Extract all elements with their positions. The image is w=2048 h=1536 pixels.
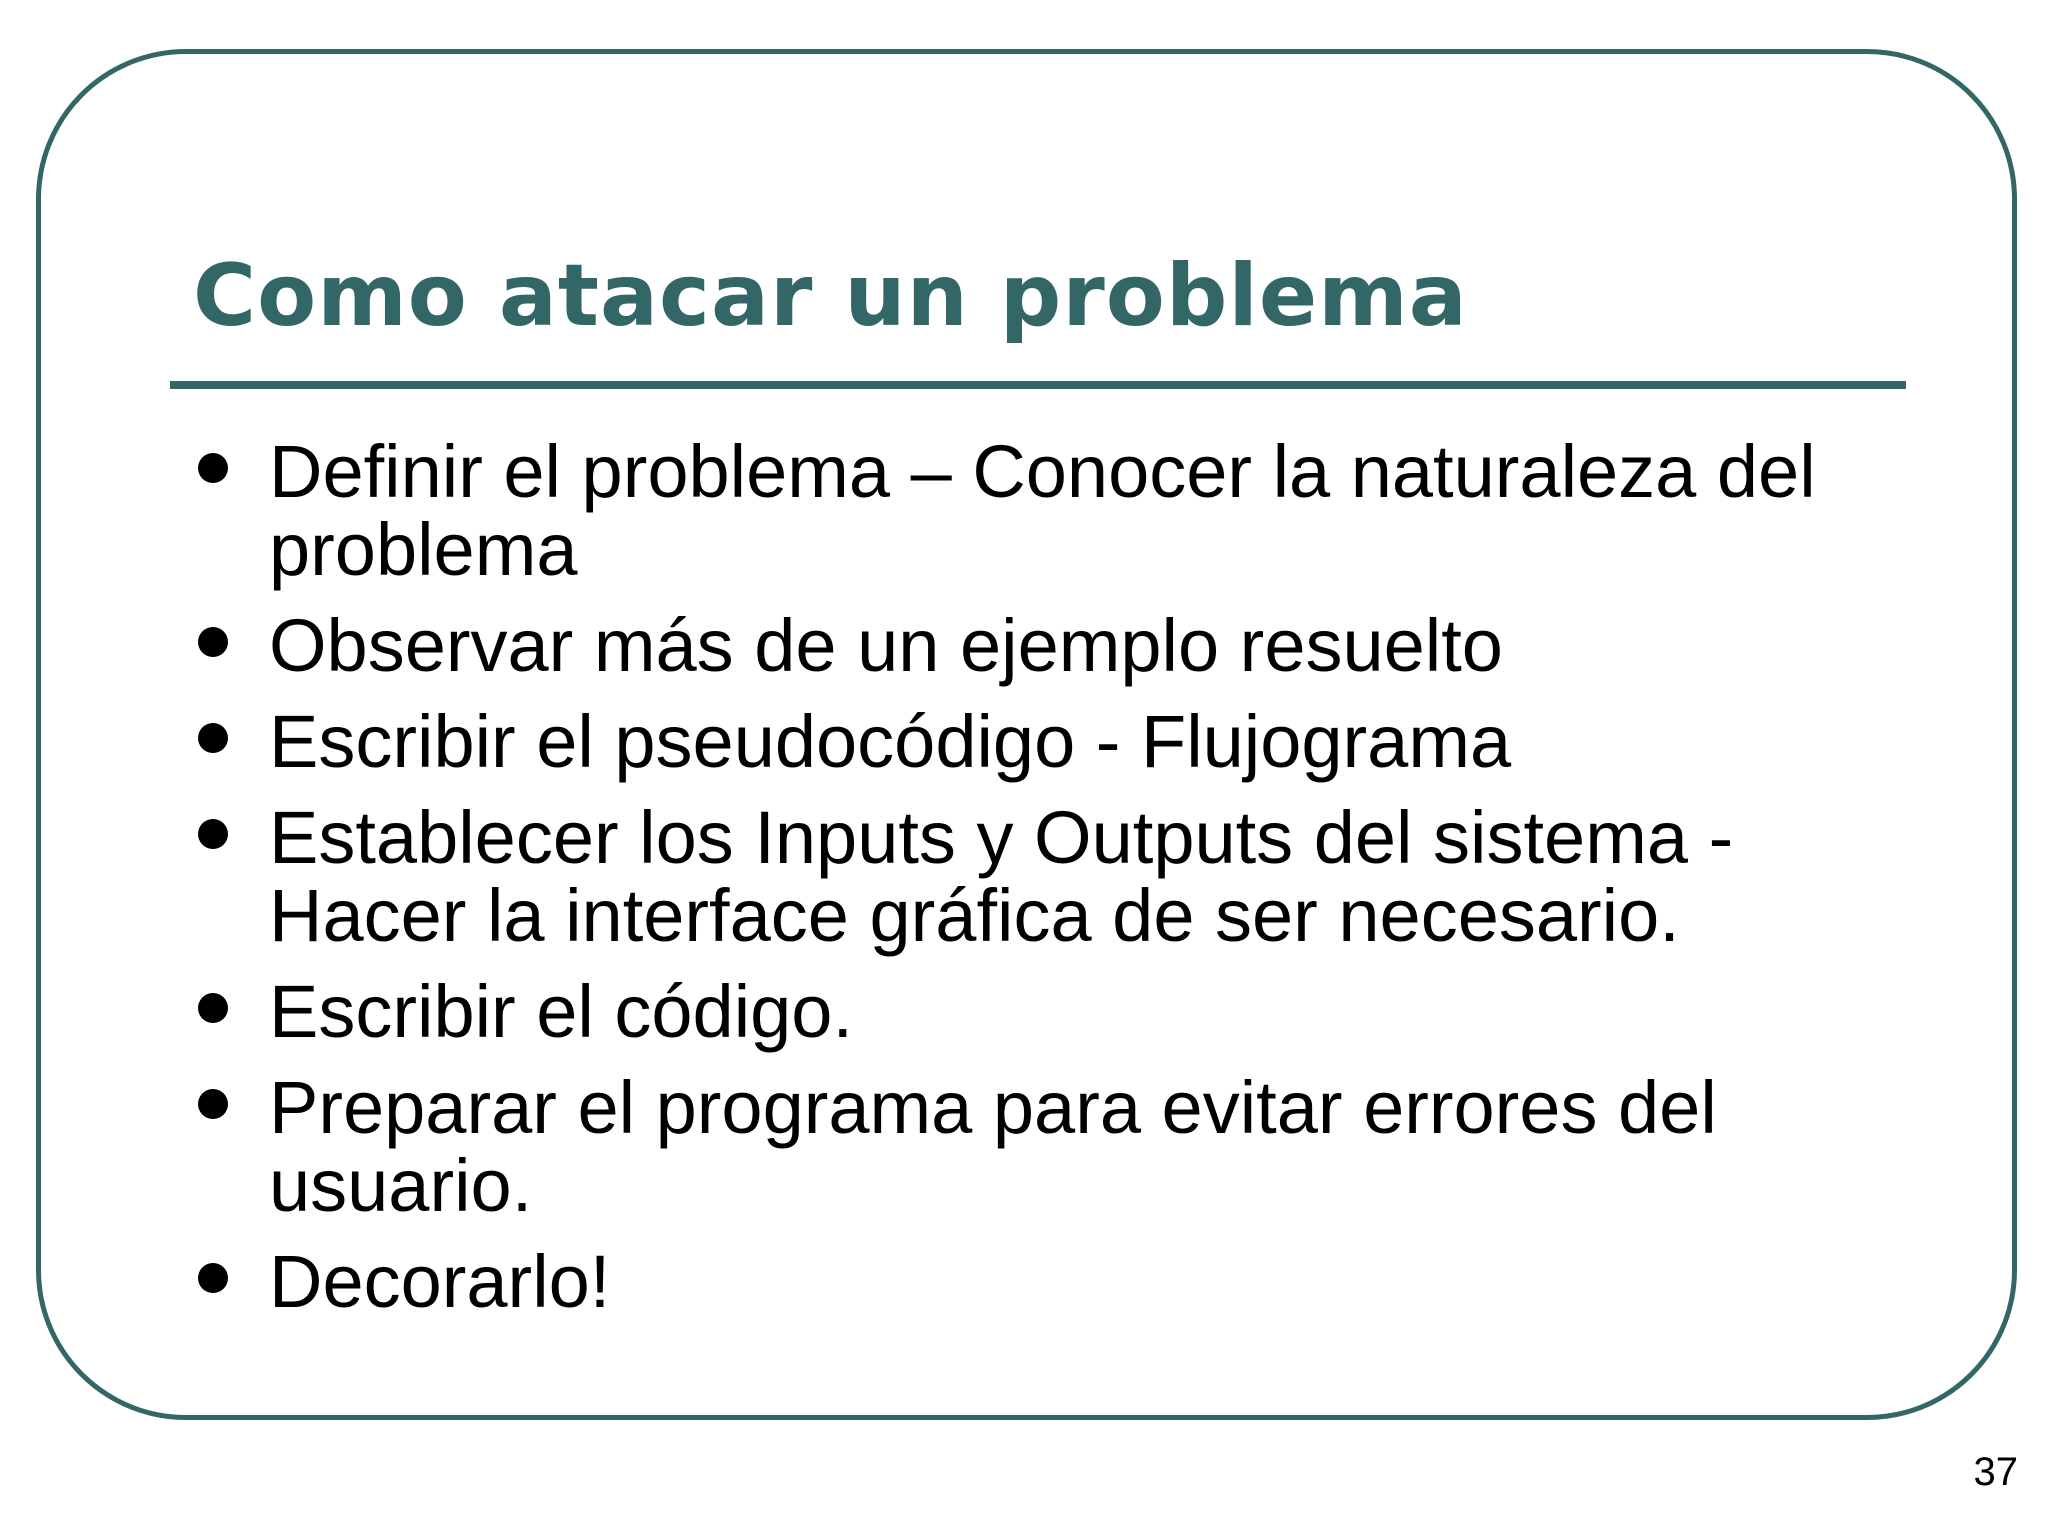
bullet-item xyxy=(190,1240,1890,1323)
bullet-icon xyxy=(198,723,228,753)
bullet-item xyxy=(190,1066,1890,1227)
bullet-item xyxy=(190,700,1890,783)
bullet-item xyxy=(190,430,1890,591)
bullet-text: Establecer los Inputs y Outputs del sistema - Hacer la interface gráfica de ser necesario. xyxy=(269,796,1734,957)
bullet-icon xyxy=(198,819,228,849)
bullet-icon xyxy=(198,1263,228,1293)
bullet-text: Preparar el programa para evitar errores del usuario. xyxy=(269,1066,1717,1227)
title-underline xyxy=(170,381,1906,389)
bullet-text: Escribir el código. xyxy=(269,970,854,1053)
bullet-item xyxy=(190,796,1890,957)
bullet-icon xyxy=(198,993,228,1023)
slide-title: Como atacar un problema xyxy=(193,246,1468,346)
bullet-icon xyxy=(198,453,228,483)
bullet-item xyxy=(190,970,1890,1053)
bullet-icon xyxy=(198,627,228,657)
page-number: 37 xyxy=(1973,1450,2018,1494)
bullet-item xyxy=(190,604,1890,687)
bullet-text: Observar más de un ejemplo resuelto xyxy=(269,604,1503,687)
bullet-list xyxy=(190,430,1890,1339)
bullet-text: Definir el problema – Conocer la naturaleza del problema xyxy=(269,430,1816,591)
bullet-text: Escribir el pseudocódigo - Flujograma xyxy=(269,700,1512,783)
bullet-text: Decorarlo! xyxy=(269,1240,611,1323)
bullet-icon xyxy=(198,1089,228,1119)
